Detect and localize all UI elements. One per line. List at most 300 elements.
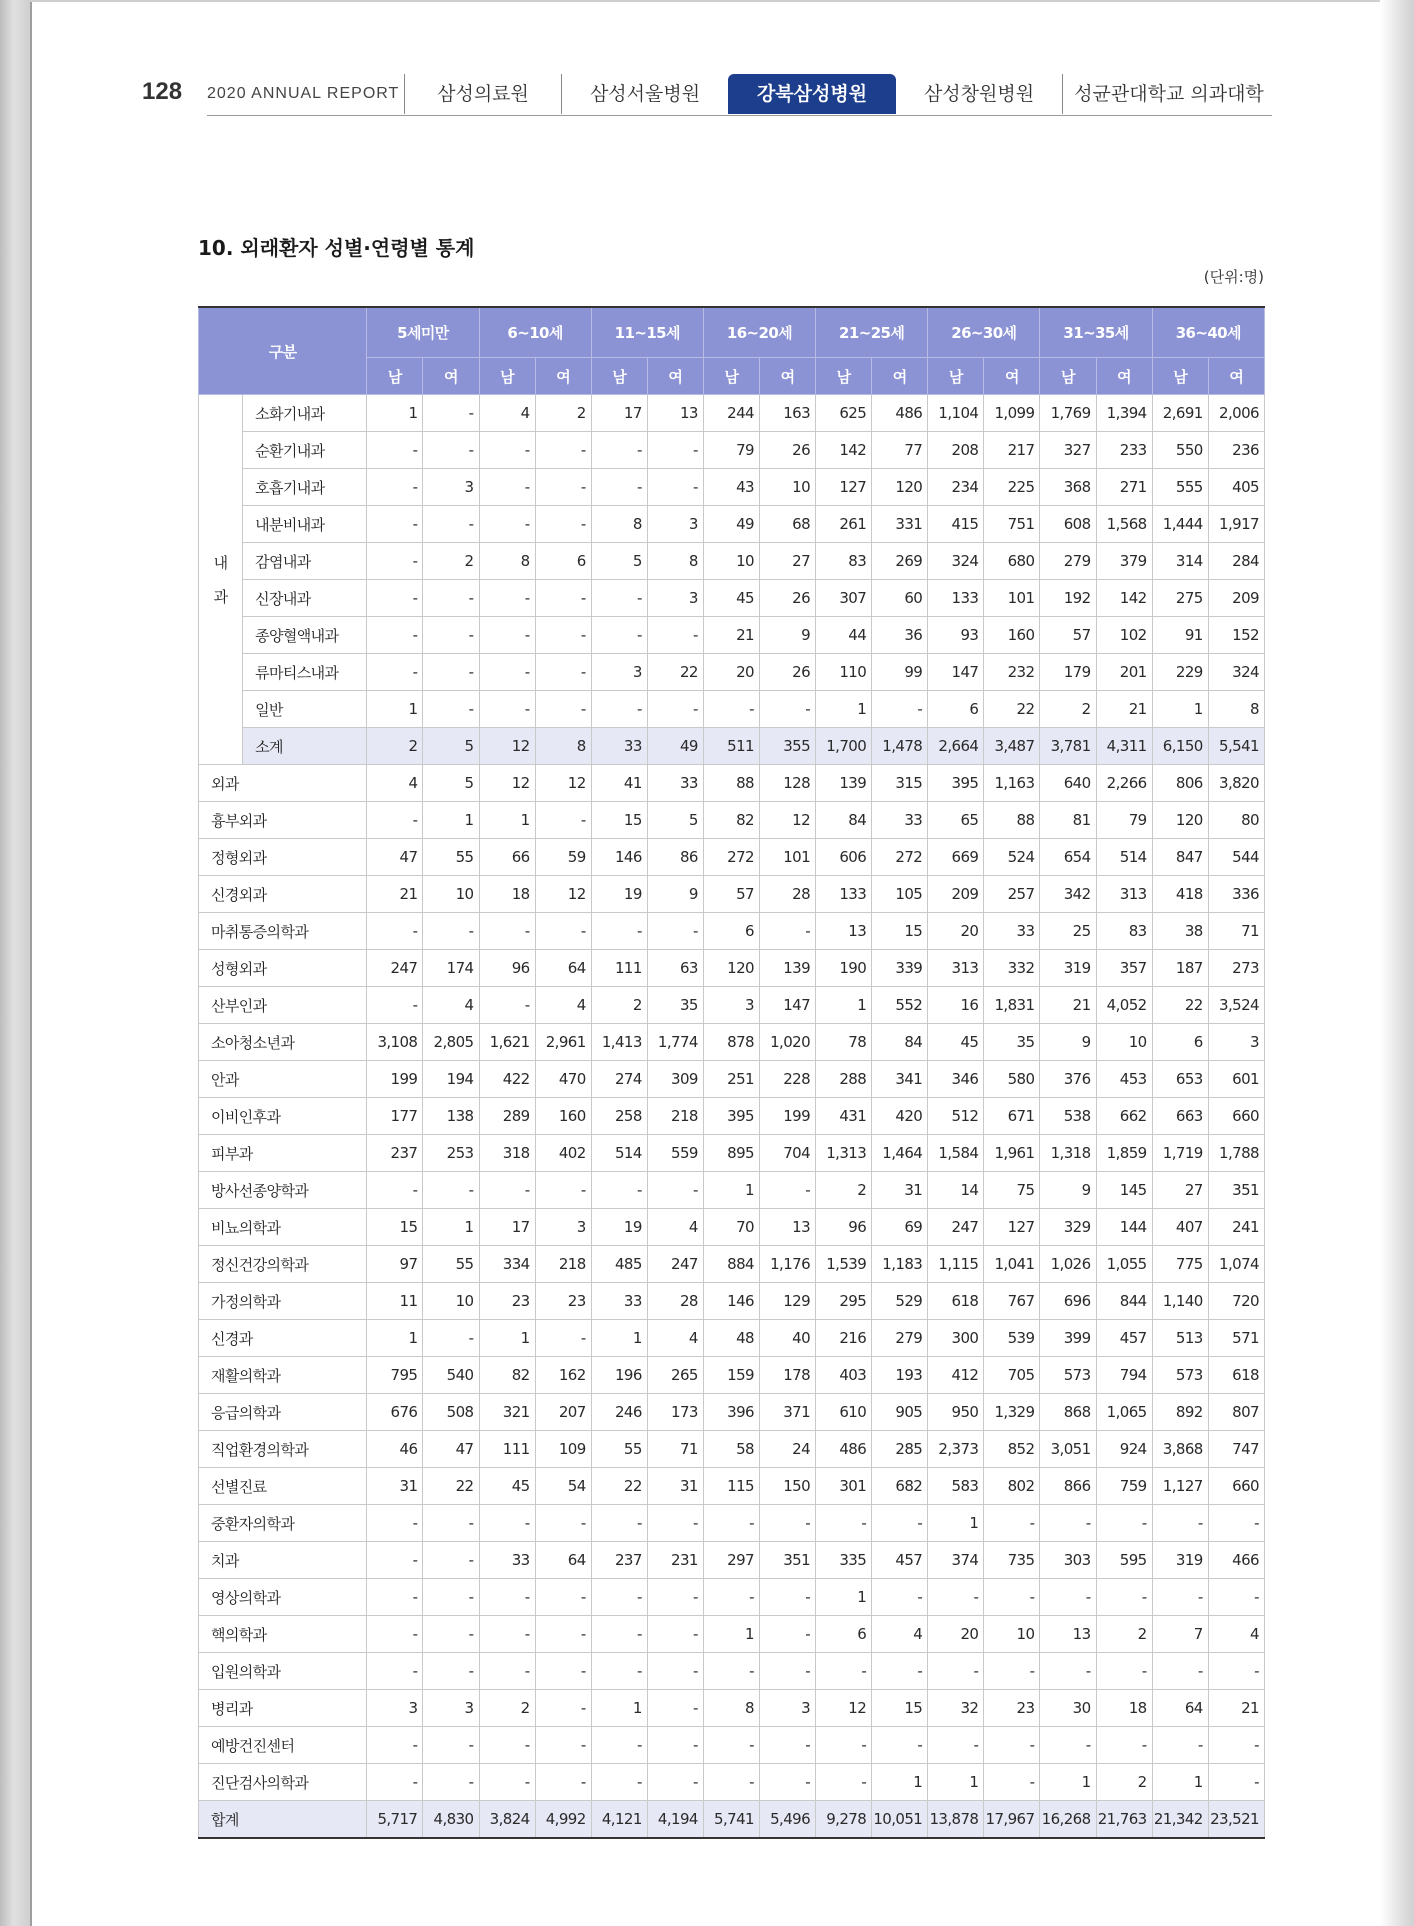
value-cell: - <box>423 1727 479 1764</box>
value-cell: 583 <box>928 1468 984 1505</box>
value-cell: 12 <box>535 876 591 913</box>
female-header: 여 <box>535 358 591 395</box>
value-cell: 8 <box>647 543 703 580</box>
value-cell: 228 <box>759 1061 815 1098</box>
value-cell: 802 <box>984 1468 1040 1505</box>
value-cell: - <box>535 580 591 617</box>
value-cell: 4 <box>367 765 423 802</box>
value-cell: 64 <box>1152 1690 1208 1727</box>
value-cell: 653 <box>1152 1061 1208 1098</box>
value-cell: 1,099 <box>984 395 1040 432</box>
value-cell: 1 <box>479 1320 535 1357</box>
value-cell: - <box>928 1579 984 1616</box>
value-cell: 133 <box>816 876 872 913</box>
value-cell: 19 <box>591 1209 647 1246</box>
value-cell: 38 <box>1152 913 1208 950</box>
value-cell: 1,065 <box>1096 1394 1152 1431</box>
value-cell: - <box>647 1653 703 1690</box>
value-cell: 71 <box>1208 913 1264 950</box>
value-cell: 342 <box>1040 876 1096 913</box>
value-cell: 26 <box>759 580 815 617</box>
department-name: 신경과 <box>199 1320 367 1357</box>
value-cell: 601 <box>1208 1061 1264 1098</box>
value-cell: 229 <box>1152 654 1208 691</box>
value-cell: - <box>759 1172 815 1209</box>
female-header: 여 <box>1096 358 1152 395</box>
value-cell: - <box>647 1616 703 1653</box>
table-row <box>199 580 1265 617</box>
value-cell: 331 <box>872 506 928 543</box>
value-cell: 28 <box>759 876 815 913</box>
value-cell: 55 <box>423 839 479 876</box>
value-cell: 307 <box>816 580 872 617</box>
table-row <box>199 765 1265 802</box>
value-cell: 313 <box>1096 876 1152 913</box>
value-cell: 606 <box>816 839 872 876</box>
female-header: 여 <box>984 358 1040 395</box>
value-cell: - <box>1208 1764 1264 1801</box>
table-row <box>199 1357 1265 1394</box>
value-cell: 196 <box>591 1357 647 1394</box>
value-cell: 23 <box>984 1690 1040 1727</box>
value-cell: 288 <box>816 1061 872 1098</box>
value-cell: 24 <box>759 1431 815 1468</box>
value-cell: 513 <box>1152 1320 1208 1357</box>
value-cell: 6 <box>816 1616 872 1653</box>
table-row <box>199 654 1265 691</box>
value-cell: 5,496 <box>759 1801 815 1839</box>
value-cell: 279 <box>872 1320 928 1357</box>
value-cell: 905 <box>872 1394 928 1431</box>
value-cell: 486 <box>872 395 928 432</box>
value-cell: 21 <box>1096 691 1152 728</box>
value-cell: 177 <box>367 1098 423 1135</box>
value-cell: 608 <box>1040 506 1096 543</box>
value-cell: 357 <box>1096 950 1152 987</box>
value-cell: 22 <box>591 1468 647 1505</box>
value-cell: 5 <box>591 543 647 580</box>
value-cell: - <box>647 1505 703 1542</box>
value-cell: 129 <box>759 1283 815 1320</box>
value-cell: - <box>591 1172 647 1209</box>
value-cell: 217 <box>984 432 1040 469</box>
tab-samsung-medical-center[interactable]: 삼성의료원 <box>404 74 561 114</box>
value-cell: 1 <box>816 1579 872 1616</box>
value-cell: 35 <box>984 1024 1040 1061</box>
value-cell: 237 <box>591 1542 647 1579</box>
table-row <box>199 1061 1265 1098</box>
value-cell: - <box>591 1653 647 1690</box>
value-cell: 150 <box>759 1468 815 1505</box>
table-row <box>199 1172 1265 1209</box>
value-cell: 241 <box>1208 1209 1264 1246</box>
value-cell: - <box>367 913 423 950</box>
value-cell: 15 <box>872 1690 928 1727</box>
value-cell: - <box>367 1505 423 1542</box>
value-cell: - <box>1152 1727 1208 1764</box>
value-cell: - <box>367 543 423 580</box>
value-cell: 225 <box>984 469 1040 506</box>
value-cell: 234 <box>928 469 984 506</box>
value-cell: 485 <box>591 1246 647 1283</box>
value-cell: 470 <box>535 1061 591 1098</box>
value-cell: 1 <box>1040 1764 1096 1801</box>
value-cell: 395 <box>928 765 984 802</box>
value-cell: 289 <box>479 1098 535 1135</box>
value-cell: - <box>423 1764 479 1801</box>
value-cell: - <box>535 913 591 950</box>
table-row <box>199 1616 1265 1653</box>
value-cell: 660 <box>1208 1098 1264 1135</box>
page-top-edge <box>30 0 1380 2</box>
value-cell: 8 <box>703 1690 759 1727</box>
value-cell: 207 <box>535 1394 591 1431</box>
outpatient-stats-table <box>198 306 1265 1839</box>
value-cell: 231 <box>647 1542 703 1579</box>
value-cell: 162 <box>535 1357 591 1394</box>
value-cell: 236 <box>1208 432 1264 469</box>
value-cell: 59 <box>535 839 591 876</box>
value-cell: 138 <box>423 1098 479 1135</box>
department-name: 입원의학과 <box>199 1653 367 1690</box>
table-row <box>199 1542 1265 1579</box>
value-cell: 71 <box>647 1431 703 1468</box>
value-cell: 1 <box>367 1320 423 1357</box>
table-row <box>199 1505 1265 1542</box>
value-cell: 379 <box>1096 543 1152 580</box>
department-name: 감염내과 <box>243 543 367 580</box>
value-cell: 75 <box>984 1172 1040 1209</box>
value-cell: 529 <box>872 1283 928 1320</box>
value-cell: 3,487 <box>984 728 1040 765</box>
value-cell: 25 <box>1040 913 1096 950</box>
value-cell: - <box>423 1616 479 1653</box>
value-cell: 178 <box>759 1357 815 1394</box>
value-cell: - <box>423 1579 479 1616</box>
department-name: 비뇨의학과 <box>199 1209 367 1246</box>
value-cell: 2 <box>423 543 479 580</box>
value-cell: 1,394 <box>1096 395 1152 432</box>
value-cell: 63 <box>647 950 703 987</box>
value-cell: - <box>479 1172 535 1209</box>
value-cell: 1 <box>872 1764 928 1801</box>
female-header: 여 <box>1208 358 1264 395</box>
value-cell: 10 <box>423 1283 479 1320</box>
value-cell: 514 <box>591 1135 647 1172</box>
subtotal-row <box>199 728 1265 765</box>
value-cell: - <box>759 1764 815 1801</box>
value-cell: 109 <box>535 1431 591 1468</box>
value-cell: - <box>367 469 423 506</box>
value-cell: 1,831 <box>984 987 1040 1024</box>
value-cell: - <box>535 691 591 728</box>
value-cell: 775 <box>1152 1246 1208 1283</box>
value-cell: 431 <box>816 1098 872 1135</box>
value-cell: 1,183 <box>872 1246 928 1283</box>
value-cell: 10 <box>703 543 759 580</box>
value-cell: - <box>479 913 535 950</box>
value-cell: 1 <box>479 802 535 839</box>
value-cell: 524 <box>984 839 1040 876</box>
value-cell: 1,313 <box>816 1135 872 1172</box>
department-name: 치과 <box>199 1542 367 1579</box>
value-cell: 1,026 <box>1040 1246 1096 1283</box>
value-cell: 1,961 <box>984 1135 1040 1172</box>
value-cell: 83 <box>816 543 872 580</box>
table-row <box>199 876 1265 913</box>
value-cell: 573 <box>1152 1357 1208 1394</box>
value-cell: - <box>1208 1505 1264 1542</box>
value-cell: 878 <box>703 1024 759 1061</box>
value-cell: - <box>423 913 479 950</box>
value-cell: 696 <box>1040 1283 1096 1320</box>
unit-label: (단위:명) <box>1203 268 1264 286</box>
value-cell: 10,051 <box>872 1801 928 1839</box>
value-cell: 21 <box>1040 987 1096 1024</box>
value-cell: - <box>647 691 703 728</box>
value-cell: 261 <box>816 506 872 543</box>
value-cell: - <box>479 987 535 1024</box>
value-cell: 1,539 <box>816 1246 872 1283</box>
value-cell: 88 <box>984 802 1040 839</box>
value-cell: 1,020 <box>759 1024 815 1061</box>
tab-samsung-changwon-hospital[interactable]: 삼성창원병원 <box>923 83 1035 105</box>
value-cell: 5,541 <box>1208 728 1264 765</box>
value-cell: - <box>591 580 647 617</box>
value-cell: 192 <box>1040 580 1096 617</box>
value-cell: 1,568 <box>1096 506 1152 543</box>
value-cell: 844 <box>1096 1283 1152 1320</box>
value-cell: - <box>1040 1505 1096 1542</box>
value-cell: 1,774 <box>647 1024 703 1061</box>
value-cell: - <box>535 506 591 543</box>
value-cell: 8 <box>535 728 591 765</box>
value-cell: 895 <box>703 1135 759 1172</box>
value-cell: - <box>479 506 535 543</box>
value-cell: 10 <box>423 876 479 913</box>
age-group-header: 6~10세 <box>479 307 591 358</box>
value-cell: - <box>928 1727 984 1764</box>
value-cell: 179 <box>1040 654 1096 691</box>
value-cell: 36 <box>872 617 928 654</box>
value-cell: 1,859 <box>1096 1135 1152 1172</box>
value-cell: 3,781 <box>1040 728 1096 765</box>
value-cell: 1 <box>1152 1764 1208 1801</box>
value-cell: - <box>872 1727 928 1764</box>
value-cell: - <box>535 802 591 839</box>
tab-samsung-seoul-hospital[interactable]: 삼성서울병원 <box>561 74 728 114</box>
value-cell: 3,108 <box>367 1024 423 1061</box>
value-cell: 84 <box>816 802 872 839</box>
value-cell: - <box>479 1653 535 1690</box>
value-cell: 97 <box>367 1246 423 1283</box>
value-cell: 69 <box>872 1209 928 1246</box>
value-cell: 247 <box>928 1209 984 1246</box>
value-cell: 82 <box>479 1357 535 1394</box>
value-cell: 663 <box>1152 1098 1208 1135</box>
value-cell: 9 <box>1040 1172 1096 1209</box>
value-cell: 329 <box>1040 1209 1096 1246</box>
department-name: 내분비내과 <box>243 506 367 543</box>
value-cell: 142 <box>816 432 872 469</box>
department-name: 정형외과 <box>199 839 367 876</box>
department-name: 영상의학과 <box>199 1579 367 1616</box>
table-row <box>199 691 1265 728</box>
header-rule <box>207 115 1272 116</box>
value-cell: 77 <box>872 432 928 469</box>
value-cell: 110 <box>816 654 872 691</box>
department-name: 재활의학과 <box>199 1357 367 1394</box>
value-cell: 412 <box>928 1357 984 1394</box>
value-cell: 33 <box>984 913 1040 950</box>
value-cell: 4 <box>1208 1616 1264 1653</box>
value-cell: 274 <box>591 1061 647 1098</box>
value-cell: 682 <box>872 1468 928 1505</box>
value-cell: - <box>703 1653 759 1690</box>
female-header: 여 <box>759 358 815 395</box>
value-cell: 2 <box>591 987 647 1024</box>
value-cell: 10 <box>984 1616 1040 1653</box>
value-cell: - <box>591 691 647 728</box>
tab-kangbuk-samsung-hospital[interactable]: 강북삼성병원 <box>728 74 896 114</box>
value-cell: 31 <box>367 1468 423 1505</box>
value-cell: - <box>1096 1579 1152 1616</box>
department-name: 순환기내과 <box>243 432 367 469</box>
value-cell: 2,664 <box>928 728 984 765</box>
value-cell: 395 <box>703 1098 759 1135</box>
value-cell: 273 <box>1208 950 1264 987</box>
value-cell: 1 <box>367 691 423 728</box>
value-cell: - <box>1152 1653 1208 1690</box>
value-cell: - <box>367 654 423 691</box>
value-cell: - <box>591 1616 647 1653</box>
value-cell: 15 <box>872 913 928 950</box>
value-cell: 246 <box>591 1394 647 1431</box>
value-cell: 339 <box>872 950 928 987</box>
age-group-header: 21~25세 <box>816 307 928 358</box>
value-cell: 54 <box>535 1468 591 1505</box>
value-cell: - <box>647 432 703 469</box>
internal-medicine-group-label <box>199 395 243 765</box>
value-cell: 96 <box>816 1209 872 1246</box>
value-cell: 4,830 <box>423 1801 479 1839</box>
value-cell: 368 <box>1040 469 1096 506</box>
value-cell: 16 <box>928 987 984 1024</box>
department-name: 안과 <box>199 1061 367 1098</box>
age-group-header: 11~15세 <box>591 307 703 358</box>
value-cell: 41 <box>591 765 647 802</box>
value-cell: 174 <box>423 950 479 987</box>
value-cell: 4 <box>535 987 591 1024</box>
value-cell: - <box>703 691 759 728</box>
department-name: 정신건강의학과 <box>199 1246 367 1283</box>
value-cell: 4,992 <box>535 1801 591 1839</box>
value-cell: 9,278 <box>816 1801 872 1839</box>
department-name: 가정의학과 <box>199 1283 367 1320</box>
value-cell: - <box>479 1616 535 1653</box>
value-cell: 1,318 <box>1040 1135 1096 1172</box>
value-cell: 28 <box>647 1283 703 1320</box>
value-cell: 13 <box>816 913 872 950</box>
value-cell: 20 <box>928 913 984 950</box>
value-cell: 9 <box>759 617 815 654</box>
value-cell: 272 <box>703 839 759 876</box>
department-name: 중환자의학과 <box>199 1505 367 1542</box>
value-cell: 3 <box>591 654 647 691</box>
value-cell: 21 <box>703 617 759 654</box>
value-cell: - <box>1096 1727 1152 1764</box>
value-cell: 68 <box>759 506 815 543</box>
value-cell: - <box>984 1579 1040 1616</box>
value-cell: 2 <box>816 1172 872 1209</box>
value-cell: 57 <box>703 876 759 913</box>
value-cell: - <box>1208 1727 1264 1764</box>
value-cell: 173 <box>647 1394 703 1431</box>
value-cell: 2 <box>479 1690 535 1727</box>
value-cell: - <box>479 1764 535 1801</box>
value-cell: 852 <box>984 1431 1040 1468</box>
value-cell: 950 <box>928 1394 984 1431</box>
male-header: 남 <box>816 358 872 395</box>
value-cell: 10 <box>1096 1024 1152 1061</box>
age-group-header: 26~30세 <box>928 307 1040 358</box>
value-cell: 457 <box>1096 1320 1152 1357</box>
value-cell: 128 <box>759 765 815 802</box>
value-cell: 26 <box>759 432 815 469</box>
value-cell: 127 <box>816 469 872 506</box>
value-cell: - <box>479 1727 535 1764</box>
value-cell: 18 <box>1096 1690 1152 1727</box>
value-cell: 91 <box>1152 617 1208 654</box>
value-cell: 147 <box>928 654 984 691</box>
value-cell: 218 <box>535 1246 591 1283</box>
value-cell: 22 <box>647 654 703 691</box>
value-cell: 295 <box>816 1283 872 1320</box>
spine-edge <box>30 0 32 1926</box>
female-header: 여 <box>423 358 479 395</box>
age-group-header: 5세미만 <box>367 307 479 358</box>
value-cell: 319 <box>1040 950 1096 987</box>
value-cell: - <box>703 1579 759 1616</box>
value-cell: - <box>703 1764 759 1801</box>
value-cell: 5 <box>647 802 703 839</box>
value-cell: 420 <box>872 1098 928 1135</box>
male-header: 남 <box>928 358 984 395</box>
total-row <box>199 1801 1265 1839</box>
value-cell: 559 <box>647 1135 703 1172</box>
value-cell: 5,717 <box>367 1801 423 1839</box>
value-cell: 3,524 <box>1208 987 1264 1024</box>
value-cell: - <box>423 1653 479 1690</box>
value-cell: 457 <box>872 1542 928 1579</box>
value-cell: 12 <box>816 1690 872 1727</box>
value-cell: 415 <box>928 506 984 543</box>
value-cell: 8 <box>591 506 647 543</box>
table-row <box>199 1764 1265 1801</box>
value-cell: 924 <box>1096 1431 1152 1468</box>
value-cell: 1,055 <box>1096 1246 1152 1283</box>
value-cell: 17,967 <box>984 1801 1040 1839</box>
value-cell: 3 <box>759 1690 815 1727</box>
value-cell: 1 <box>423 802 479 839</box>
value-cell: 64 <box>535 1542 591 1579</box>
value-cell: 321 <box>479 1394 535 1431</box>
value-cell: 146 <box>703 1283 759 1320</box>
value-cell: - <box>1040 1727 1096 1764</box>
tab-skku-school-of-medicine[interactable]: 성균관대학교 의과대학 <box>1062 74 1275 114</box>
value-cell: 216 <box>816 1320 872 1357</box>
value-cell: 1,621 <box>479 1024 535 1061</box>
